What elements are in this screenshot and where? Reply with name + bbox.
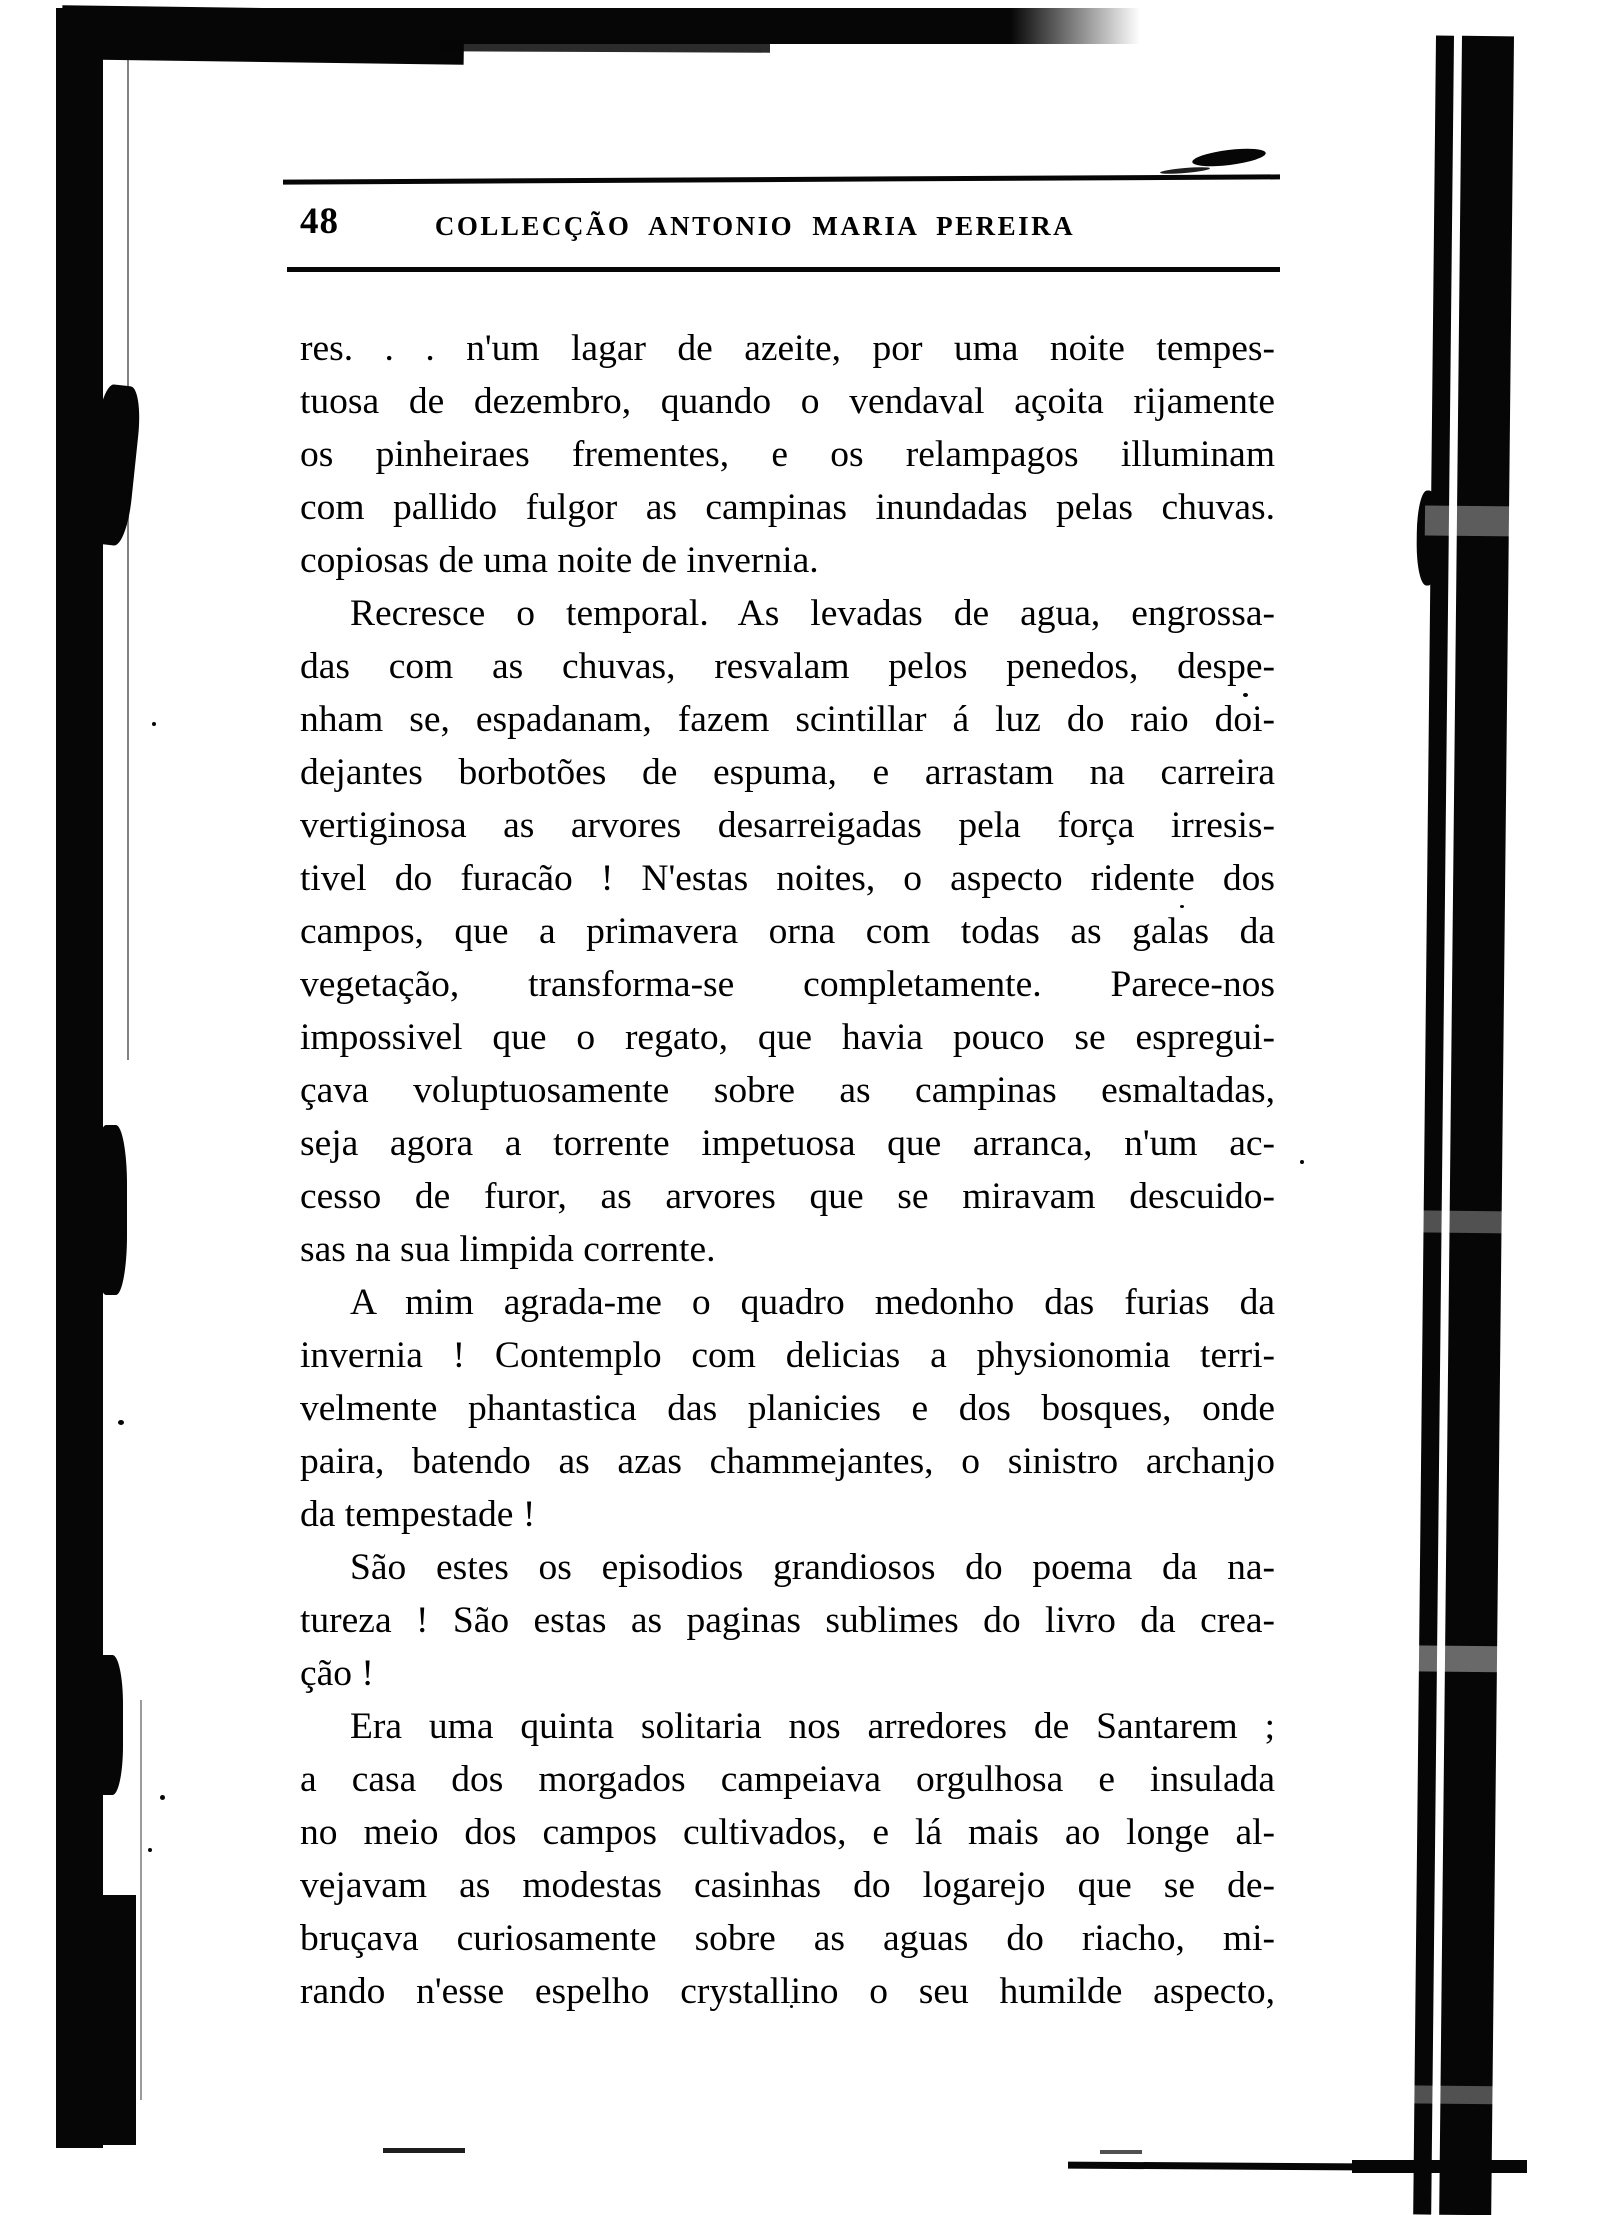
binding-gap [1417, 1210, 1517, 1233]
text-line: bruçava curiosamente sobre as aguas do riacho, mi- [300, 1918, 1275, 1959]
ink-stroke-mark [1160, 166, 1210, 175]
text-line: vertiginosa as arvores desarreigadas pela força irresis- [300, 805, 1275, 846]
text-line: tureza ! São estas as paginas sublimes do livro da crea- [300, 1600, 1275, 1641]
binding-gap [1413, 1645, 1513, 1672]
text-line: das com as chuvas, resvalam pelos penedos, despe- [300, 646, 1275, 687]
text-line: os pinheiraes frementes, e os relampagos illuminam [300, 434, 1275, 475]
scan-border-left [56, 8, 103, 2148]
text-line: çava voluptuosamente sobre as campinas esmaltadas, [300, 1070, 1275, 1111]
scan-speck [152, 722, 156, 726]
scan-speck [148, 1848, 152, 1852]
book-binding-shadow [1407, 35, 1530, 2215]
text-line: impossivel que o regato, que havia pouco se espregui- [300, 1017, 1275, 1058]
bottom-rule [1352, 2160, 1527, 2173]
scan-border-top-corner [62, 5, 465, 65]
paragraph [300, 1700, 1275, 2018]
scan-blot [93, 1655, 123, 1795]
binding-gap [1408, 2085, 1508, 2104]
ink-stroke-mark [1191, 146, 1266, 170]
scan-speck [160, 1795, 165, 1800]
text-line: no meio dos campos cultivados, e lá mais ao longe al- [300, 1812, 1275, 1853]
scan-speck [118, 1420, 124, 1425]
text-line: São estes os episodios grandiosos do poema da na- [350, 1547, 1275, 1588]
scan-border-top-ragged [440, 39, 770, 52]
text-line: copiosas de uma noite de invernia. [300, 540, 819, 581]
text-line: paira, batendo as azas chammejantes, o sinistro archanjo [300, 1441, 1275, 1482]
text-line: dejantes borbotões de espuma, e arrastam na carreira [300, 752, 1275, 793]
scan-hairline [140, 1700, 142, 2100]
text-line: Era uma quinta solitaria nos arredores de Santarem ; [350, 1706, 1275, 1747]
binding-gap [1425, 505, 1525, 536]
text-line: res. . . n'um lagar de azeite, por uma noite tempes- [300, 328, 1275, 369]
scan-speck [1300, 1160, 1304, 1164]
body-text [300, 322, 1275, 2018]
text-line: A mim agrada-me o quadro medonho das furias da [350, 1282, 1275, 1323]
paragraph [300, 587, 1275, 1276]
text-line: campos, que a primavera orna com todas as galas da [300, 911, 1275, 952]
text-line: vejavam as modestas casinhas do logarejo que se de- [300, 1865, 1275, 1906]
text-line: velmente phantastica das planicies e dos bosques, onde [300, 1388, 1275, 1429]
text-line: nham se, espadanam, fazem scintillar á luz do raio doi- [300, 699, 1275, 740]
text-line: vegetação, transforma-se completamente. Parece-nos [300, 964, 1275, 1005]
text-line: tivel do furacão ! N'estas noites, o aspecto ridente dos [300, 858, 1275, 899]
text-line: da tempestade ! [300, 1494, 536, 1535]
stray-dash [383, 2148, 465, 2153]
page-number: 48 [300, 201, 339, 242]
scan-blot-bottom-left [56, 1895, 136, 2145]
stray-dash [1100, 2150, 1142, 2154]
header-rule-top [283, 174, 1280, 184]
text-line: a casa dos morgados campeiava orgulhosa e insulada [300, 1759, 1275, 1800]
text-line: Recresce o temporal. As levadas de agua, engrossa- [350, 593, 1275, 634]
text-line: sas na sua limpida corrente. [300, 1229, 716, 1270]
scan-hairline [127, 60, 129, 1060]
header-rule-bottom [287, 267, 1280, 272]
running-head-title: COLLECÇÃO ANTONIO MARIA PEREIRA [434, 211, 1076, 241]
paragraph [300, 1276, 1275, 1541]
text-line: ção ! [300, 1653, 374, 1694]
paragraph [300, 1541, 1275, 1700]
text-line: com pallido fulgor as campinas inundadas pelas chuvas. [300, 487, 1275, 528]
text-line: cesso de furor, as arvores que se miravam descuido- [300, 1176, 1275, 1217]
text-line: rando n'esse espelho crystallino o seu humilde aspecto, [300, 1971, 1275, 2012]
text-line: invernia ! Contemplo com delicias a physionomia terri- [300, 1335, 1275, 1376]
text-line: tuosa de dezembro, quando o vendaval açoita rijamente [300, 381, 1275, 422]
scan-blot [95, 1125, 127, 1295]
text-line: seja agora a torrente impetuosa que arranca, n'um ac- [300, 1123, 1275, 1164]
paragraph [300, 322, 1275, 587]
